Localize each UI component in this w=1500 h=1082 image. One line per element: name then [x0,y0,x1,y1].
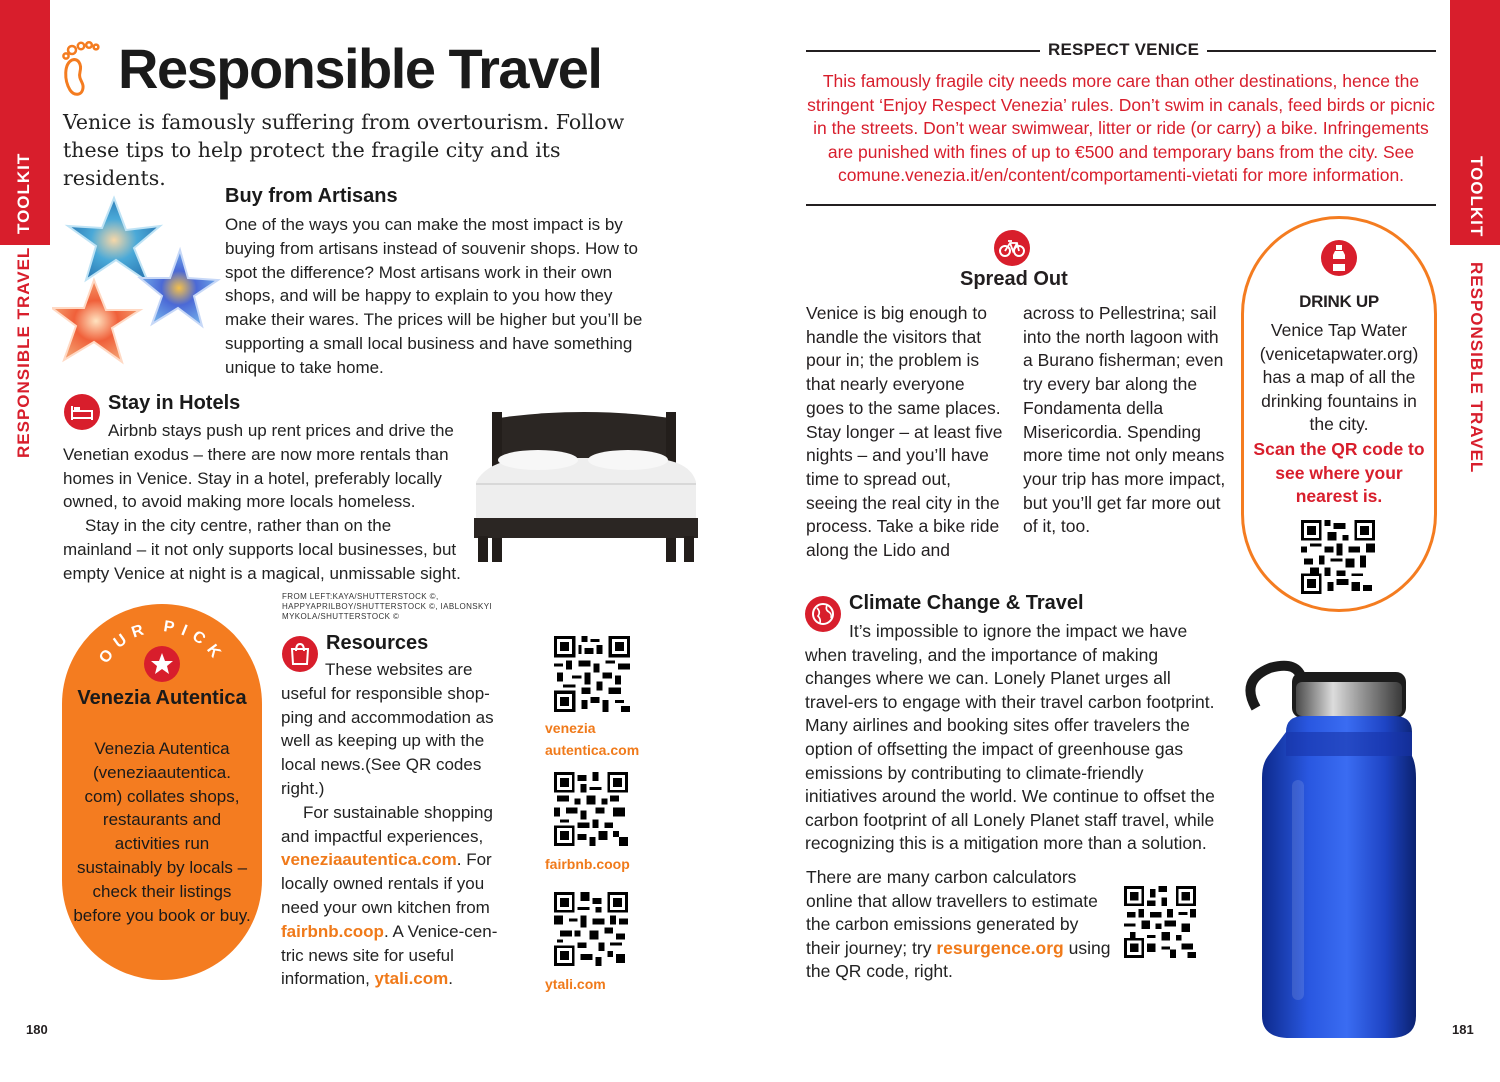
photo-credits: FROM LEFT:KAYA/SHUTTERSTOCK ©, HAPPYAPRILBOY/SHUTTERSTOCK ©, IABLONSKYI MYKOLA/SHUTTERSTOCK © [282,592,493,621]
artisans-body: One of the ways you can make the most impact is by buying from artisans instead of souvenir shops. How to spot the difference? Most artisans work in their own shops, and will be happy to explain to you how they make their wares. The prices will be higher but you’ll be supporting a small local business and have something unique to take home. [225,215,643,377]
climate-body: It’s impossible to ignore the impact we have when traveling, and the importance of making changes where we can. Lonely Planet urges all travel-ers to engage with their travel carbon footprint. Many airlines and booking sites offer travelers the option of offsetting the impact of greenhouse gas emissions by contributing to climate-friendly initiatives around the world. We continue to offset the carbon footprint of all Lonely Planet staff travel, while recognizing this is a mitigation more than a solution. [805,621,1215,854]
climate-calculators [806,866,1114,984]
our-pick-title: Venezia Autentica [77,687,247,709]
page-title: Responsible Travel [118,37,602,100]
intro-text: Venice is famously suffering from overtourism. Follow these tips to help protect the fragile city and its residents. [63,110,625,190]
resources-text-b: . For locally owned rentals if you need your own kitchen from [281,850,492,917]
qr-code-ytali[interactable] [554,892,628,966]
left-tab-section: RESPONSIBLE TRAVEL [14,246,33,458]
resources-heading: Resources [326,632,429,654]
hotels-body [63,419,463,586]
resources-text-a: For sustainable shopping and impactful experiences, [281,802,493,846]
qr-label-ytali: ytali.com [545,976,606,992]
qr-code-resurgence[interactable] [1124,886,1196,958]
page-number-left: 180 [26,1022,48,1037]
left-tab-toolkit: TOOLKIT [14,152,33,234]
resources-body [281,658,507,991]
bicycle-icon [994,230,1030,266]
qr-label-line-2: autentica.com [545,742,640,758]
fairbnb-link[interactable]: fairbnb.coop [281,921,384,941]
ytali-link[interactable]: ytali.com [374,969,449,989]
svg-text:OUR PICK: OUR PICK [96,618,228,667]
qr-label-fairbnb: fairbnb.coop [545,856,630,872]
resources-text-c: . A Venice-cen-tric news site for useful information, [281,921,498,989]
hotels-paragraph-2: Stay in the city centre, rather than on the mainland – it not only supports local businesses, but empty Venice at night is a magical, unmissable sight. [63,516,461,583]
resources-paragraph-1: These websites are useful for responsible shop-ping and accommodation as well as keeping up with the local news.(See QR codes right.) [281,660,494,798]
right-tab-toolkit: TOOLKIT [1467,156,1486,238]
qr-label-veneziaautentica [545,717,639,761]
water-bottle-image [1240,660,1424,1040]
climate-text-a: There are many carbon calculators online that allow travellers to estimate the carbon emissions generated by their journey; try [806,867,1098,958]
qr-code-fairbnb[interactable] [554,772,628,846]
our-pick-body: Venezia Autentica (veneziaautentica. com) collates shops, restaurants and activities run sustainably by locals – check their listings before you book or buy. [73,739,251,925]
resources-text-d: . [448,969,453,989]
resurgence-link[interactable]: resurgence.org [936,937,1064,958]
water-bottle-icon [1321,240,1357,276]
spread-heading: Spread Out [960,268,1068,290]
climate-text-b: using the QR code, right. [806,937,1111,982]
left-side-tab [0,0,50,1082]
right-side-tab [1450,0,1500,1082]
bed-image [468,408,700,564]
qr-code-veneziaautentica[interactable] [554,636,630,712]
respect-bottom-rule [806,204,1436,206]
spread-column-1: Venice is big enough to handle the visitors that pour in; the problem is that nearly everyone goes to the same places. Stay longer – at least five nights – and you’ll have time to spread out, seeing the real city in the process. Take a bike ride along the Lido and [806,303,1003,561]
respect-body: This famously fragile city needs more care than other destinations, hence the stringent ‘Enjoy Respect Venezia’ rules. Don’t swim in canals, feed birds or picnic in the streets. Don’t wear swimwear, litter or ride (or carry) a bike. Infringements are punished with fines of up to €500 and temporary bans from the city. See comune.venezia.it/en/content/comportamenti-vietati for more information. [807,71,1435,186]
veneziaautentica-link[interactable]: veneziaautentica.com [281,850,457,870]
right-tab-section: RESPONSIBLE TRAVEL [1467,262,1486,474]
artisans-heading: Buy from Artisans [225,185,398,207]
qr-code-venicetapwater[interactable] [1301,520,1375,594]
page-number-right: 181 [1452,1022,1474,1037]
glass-starfish-image [52,194,222,374]
climate-heading: Climate Change & Travel [849,592,1084,614]
drink-up-body: Venice Tap Water (venicetapwater.org) has a map of all the drinking fountains in the city. [1259,320,1419,435]
resources-paragraph-2 [281,801,507,991]
drink-up-cta: Scan the QR code to see where your nearest is. [1253,439,1425,507]
qr-label-line-1: venezia [545,720,596,736]
drink-up-heading: DRINK UP [1299,292,1379,311]
respect-heading: RESPECT VENICE [1040,40,1207,60]
hotels-heading: Stay in Hotels [108,392,241,414]
star-icon [144,646,180,682]
footprint-icon [58,38,108,98]
hotels-paragraph-1: Airbnb stays push up rent prices and drive the Venetian exodus – there are now more rentals than homes in Venice. Stay in a hotel, preferably locally owned, to avoid making more locals homeless. [63,421,454,512]
spread-column-2: across to Pellestrina; sail into the north lagoon with a Burano fisherman; even try every bar along the Fondamenta della Misericordia. Spending more time not only means your trip has more impact, but you’ll get far more out of it, too. [1023,303,1226,537]
